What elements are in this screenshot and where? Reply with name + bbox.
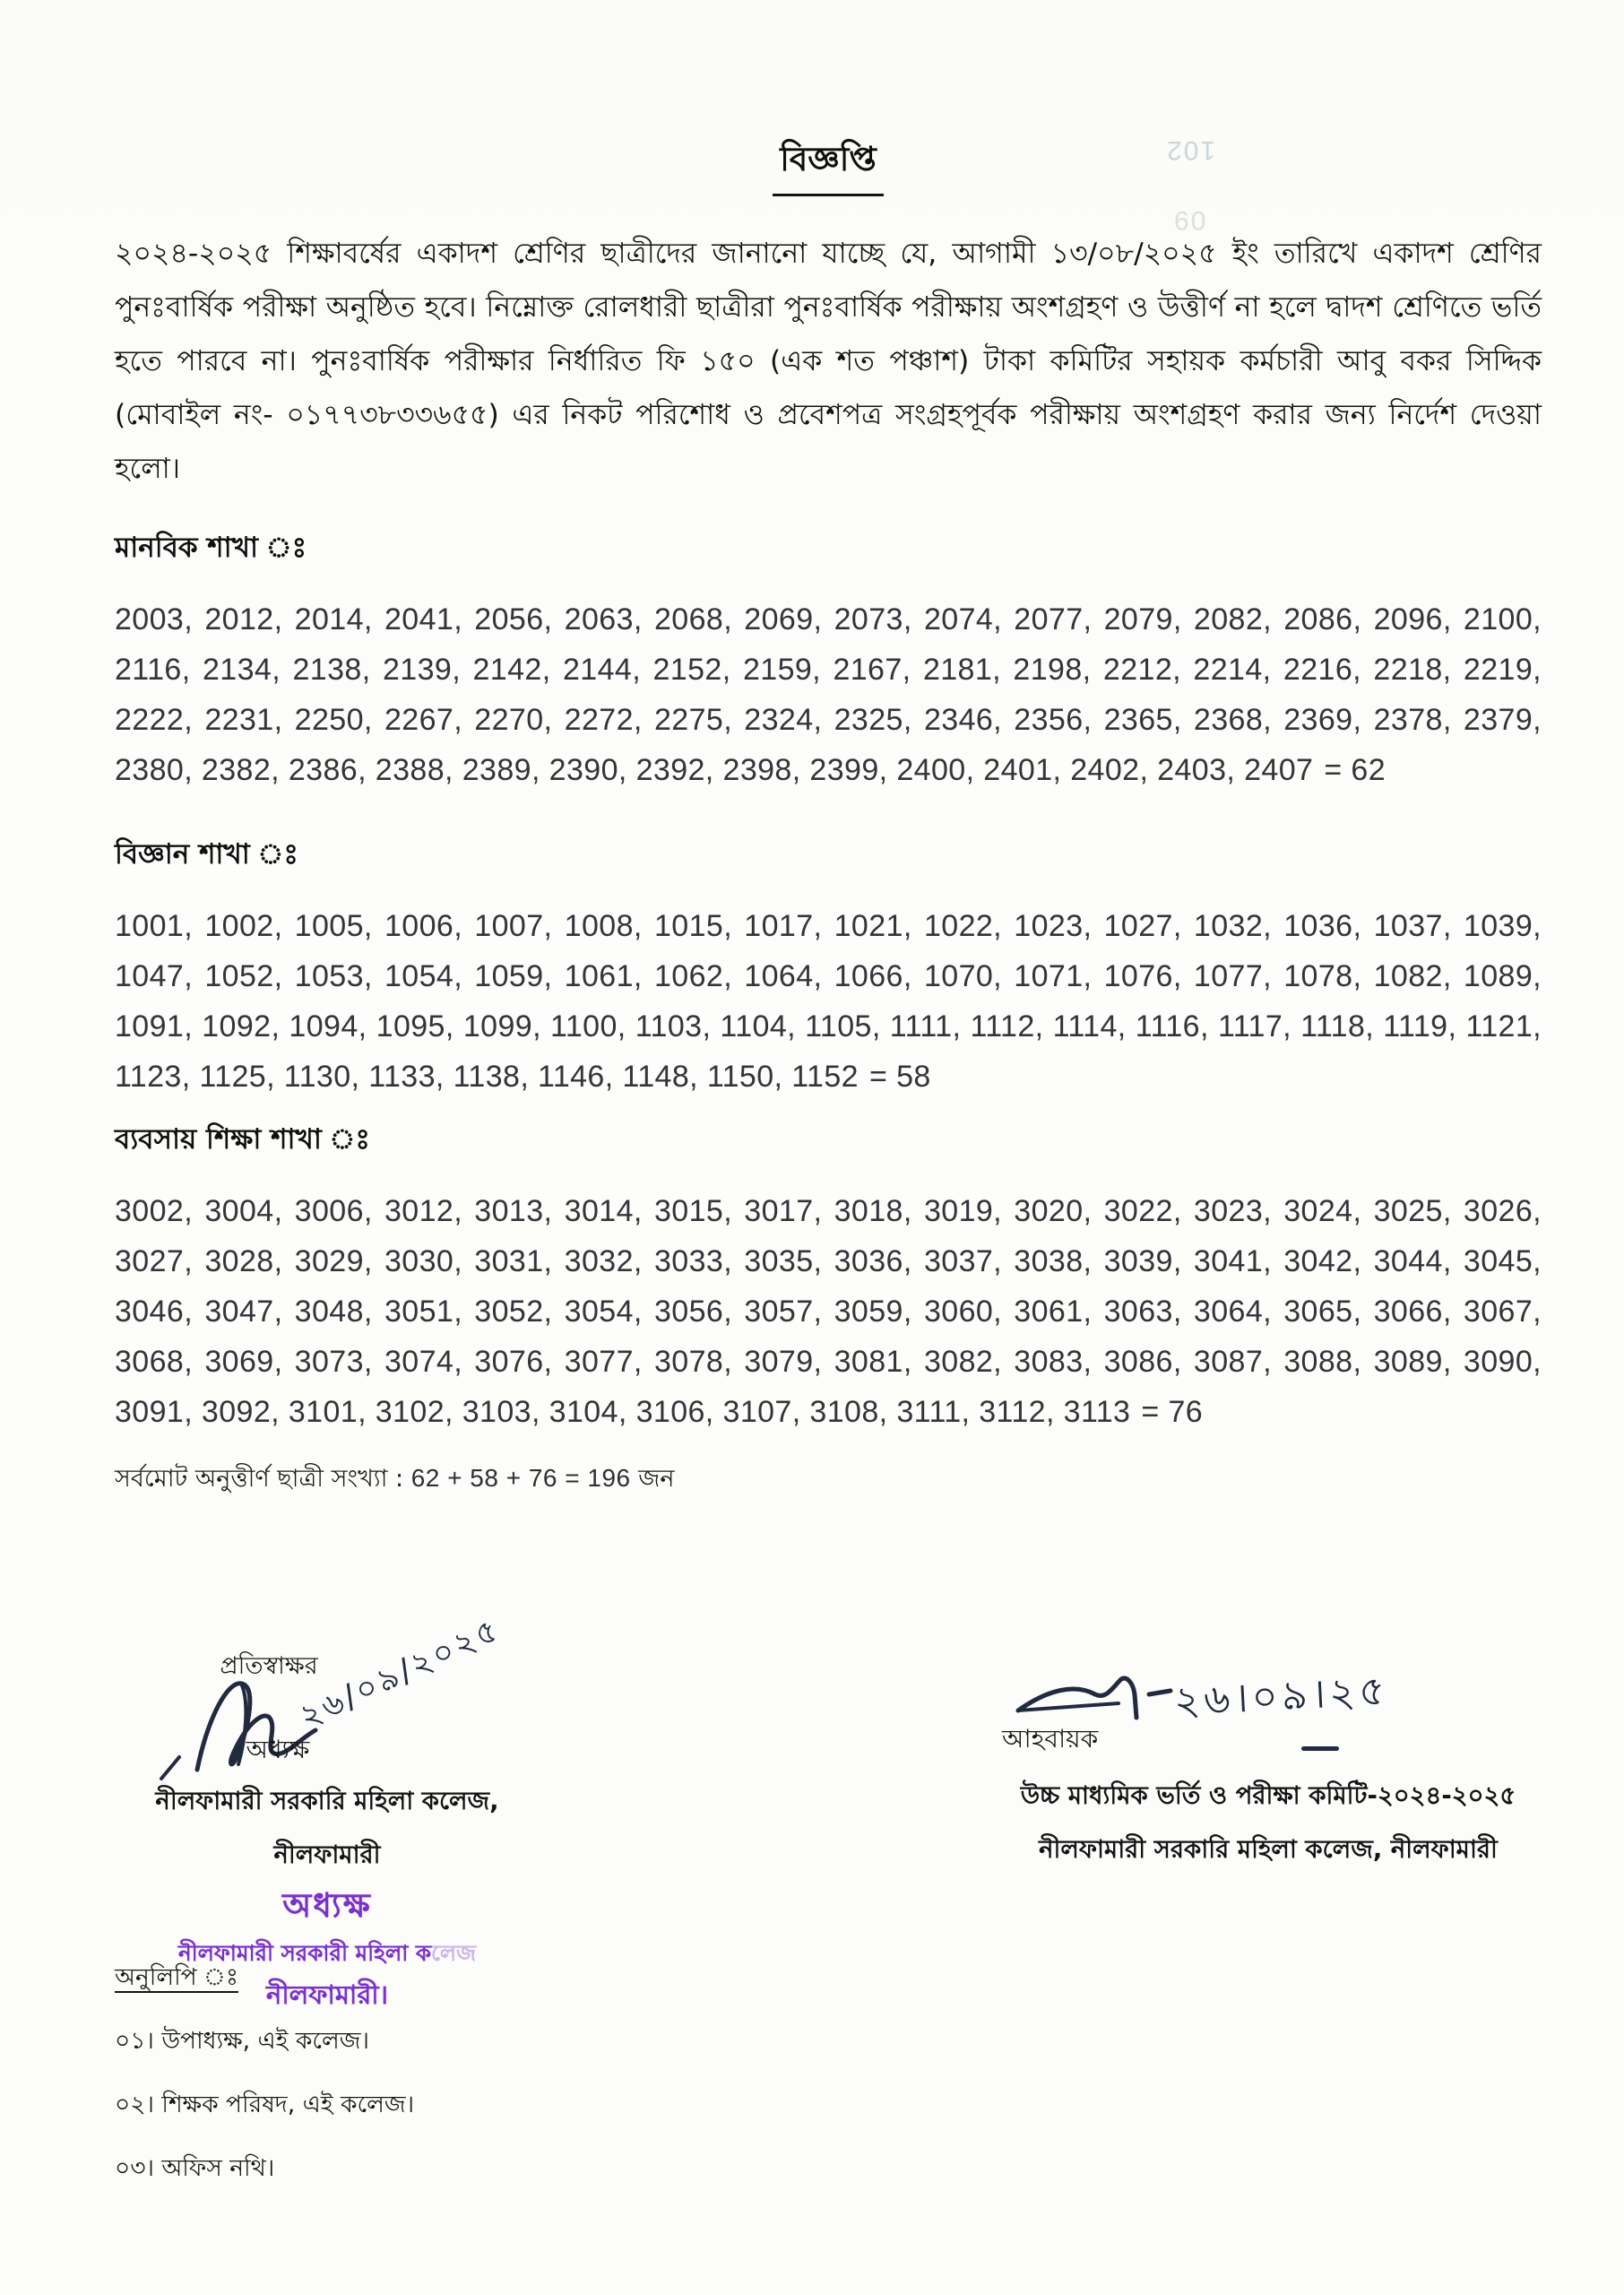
copies-item-2: ০২। শিক্ষক পরিষদ, এই কলেজ। — [115, 2091, 415, 2118]
countersign-label: প্রতিস্বাক্ষর — [220, 1652, 318, 1680]
section-heading-humanities: মানবিক শাখা ঃ — [115, 532, 307, 564]
total-label: সর্বমোট অনুত্তীর্ণ ছাত্রী সংখ্যা : — [115, 1465, 404, 1493]
roll-list-science — [115, 901, 1542, 1102]
roll-numbers: 1001, 1002, 1005, 1006, 1007, 1008, 1015, 1017, 1021, 1022, 1023, 1027, 1032, 1036, 1037, 1039, 1047, 1052, 1053, 1054, 1059, 1061, 1062, 1064, 1066, 1070, 1071, 1076, 1077, 1078, 1082, 1089, 1091, 1092, 1094, 1095, 1099, 1100, 1103, 1104, 1105, 1111, 1112, 1114, 1116, 1117, 1118, 1119, 1121, 1123, 1125, 1130, 1133, 1138, 1146, 1148, 1150, 1152 — [115, 909, 1542, 1094]
total-suffix: জন — [638, 1465, 675, 1493]
convener-designation: আহবায়ক — [1002, 1724, 1099, 1754]
stamp-place-line: নীলফামারী। — [266, 1979, 388, 2010]
handwritten-date-left: ২৬/০৯/২০২৫ — [294, 1611, 506, 1736]
copies-block — [115, 1960, 414, 2190]
stamp-college-text-faded: লেজ — [431, 1940, 477, 1966]
section-heading-business: ব্যবসায় শিক্ষা শাখা ঃ — [115, 1123, 370, 1156]
page-title-text: বিজ্ঞপ্তি — [773, 133, 884, 196]
copies-item-3: ০৩। অফিস নথি। — [115, 2154, 275, 2182]
handwritten-date-right: ২৬।০৯।২৫ — [1172, 1666, 1390, 1726]
page-title — [115, 133, 1542, 196]
roll-list-humanities — [115, 594, 1542, 795]
convener-org-line2: নীলফামারী সরকারি মহিলা কলেজ, নীলফামারী — [1039, 1835, 1498, 1864]
copies-heading: অনুলিপি ঃ — [115, 1963, 238, 1991]
notice-content — [115, 133, 1542, 1501]
total-summary-line — [115, 1460, 1542, 1501]
section-heading-science: বিজ্ঞান শাখা ঃ — [115, 838, 298, 870]
notice-body-paragraph: ২০২৪-২০২৫ শিক্ষাবর্ষের একাদশ শ্রেণির ছাত্রীদের জানানো যাচ্ছে যে, আগামী ১৩/০৮/২০২৫ ইং তারিখে একাদশ শ্রেণির পুনঃবার্ষিক পরীক্ষা অনুষ্ঠিত হবে। নিম্নোক্ত রোলধারী ছাত্রীরা পুনঃবার্ষিক পরীক্ষায় অংশগ্রহণ ও উত্তীর্ণ না হলে দ্বাদশ শ্রেণিতে ভর্তি হতে পারবে না। পুনঃবার্ষিক পরীক্ষার নির্ধারিত ফি ১৫০ (এক শত পঞ্চাশ) টাকা কমিটির সহায়ক কর্মচারী আবু বকর সিদ্দিক (মোবাইল নং- ০১৭৭৩৮৩৩৬৫৫) এর নিকট পরিশোধ ও প্রবেশপত্র সংগ্রহপূর্বক পরীক্ষায় অংশগ্রহণ করার জন্য নির্দেশ দেওয়া হলো। — [115, 238, 1542, 485]
stamp-designation: অধ্যক্ষ — [282, 1886, 372, 1925]
principal-org-line1: নীলফামারী সরকারি মহিলা কলেজ, — [155, 1787, 499, 1815]
ink-bleed-artifact: 09 — [1172, 205, 1206, 235]
ink-bleed-artifact: 102 — [1165, 135, 1216, 165]
principal-org-line2: নীলফামারী — [273, 1840, 381, 1869]
stamp-college-text: নীলফামারী সরকারী মহিলা ক — [177, 1940, 432, 1966]
total-equation: 62 + 58 + 76 = 196 — [410, 1464, 631, 1492]
roll-count-result: = 62 — [1324, 753, 1386, 787]
roll-list-business — [115, 1186, 1542, 1437]
roll-numbers: 2003, 2012, 2014, 2041, 2056, 2063, 2068, 2069, 2073, 2074, 2077, 2079, 2082, 2086, 2096, 2100, 2116, 2134, 2138, 2139, 2142, 2144, 2152, 2159, 2167, 2181, 2198, 2212, 2214, 2216, 2218, 2219, 2222, 2231, 2250, 2267, 2270, 2272, 2275, 2324, 2325, 2346, 2356, 2365, 2368, 2369, 2378, 2379, 2380, 2382, 2386, 2388, 2389, 2390, 2392, 2398, 2399, 2400, 2401, 2402, 2403, 2407 — [115, 602, 1542, 787]
convener-signature-block — [950, 1664, 1586, 1879]
roll-count-result: = 58 — [868, 1060, 931, 1094]
roll-numbers: 3002, 3004, 3006, 3012, 3013, 3014, 3015, 3017, 3018, 3019, 3020, 3022, 3023, 3024, 3025, 3026, 3027, 3028, 3029, 3030, 3031, 3032, 3033, 3035, 3036, 3037, 3038, 3039, 3041, 3042, 3044, 3045, 3046, 3047, 3048, 3051, 3052, 3054, 3056, 3057, 3059, 3060, 3061, 3063, 3064, 3065, 3066, 3067, 3068, 3069, 3073, 3074, 3076, 3077, 3078, 3079, 3081, 3082, 3083, 3086, 3087, 3088, 3089, 3090, 3091, 3092, 3101, 3102, 3103, 3104, 3106, 3107, 3108, 3111, 3112, 3113 — [115, 1194, 1542, 1429]
principal-designation: অধ্যক্ষ — [246, 1735, 310, 1764]
copies-item-1: ০১। উপাধ্যক্ষ, এই কলেজ। — [115, 2027, 369, 2055]
pen-underscore-mark — [1301, 1746, 1339, 1751]
convener-org-line1: উচ্চ মাধ্যমিক ভর্তি ও পরীক্ষা কমিটি-২০২৪-২০২৫ — [1020, 1781, 1516, 1810]
roll-count-result: = 76 — [1141, 1395, 1204, 1429]
